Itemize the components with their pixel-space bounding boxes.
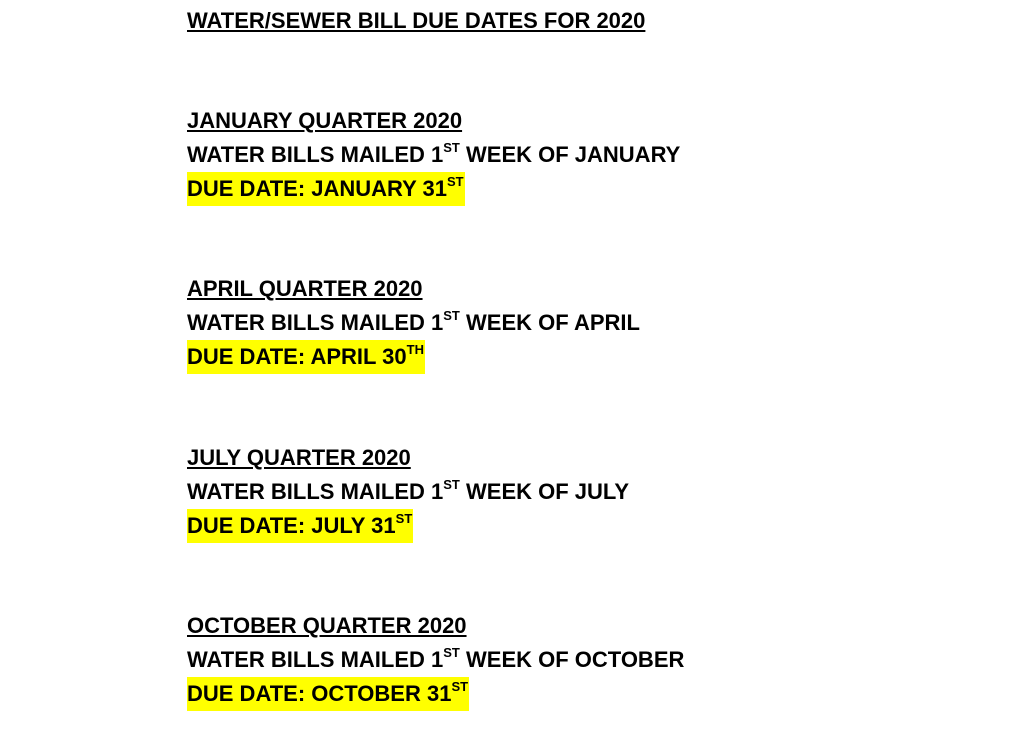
quarter-heading: OCTOBER QUARTER 2020 — [187, 613, 467, 638]
quarter-heading: APRIL QUARTER 2020 — [187, 276, 423, 301]
due-date-highlight: DUE DATE: JULY 31ST — [187, 509, 413, 543]
mailed-line: WATER BILLS MAILED 1ST WEEK OF OCTOBER — [187, 644, 685, 672]
mailed-line: WATER BILLS MAILED 1ST WEEK OF JULY — [187, 476, 629, 504]
due-date-highlight: DUE DATE: OCTOBER 31ST — [187, 677, 469, 711]
due-date-highlight: DUE DATE: APRIL 30TH — [187, 340, 425, 374]
mailed-line: WATER BILLS MAILED 1ST WEEK OF APRIL — [187, 307, 640, 335]
quarter-heading: JULY QUARTER 2020 — [187, 445, 411, 470]
due-date-highlight: DUE DATE: JANUARY 31ST — [187, 172, 465, 206]
mailed-line: WATER BILLS MAILED 1ST WEEK OF JANUARY — [187, 139, 681, 167]
quarter-october — [187, 609, 684, 711]
quarter-heading: JANUARY QUARTER 2020 — [187, 108, 463, 133]
quarter-july — [187, 441, 629, 543]
document-title: WATER/SEWER BILL DUE DATES FOR 2020 — [187, 8, 646, 33]
quarter-january — [187, 104, 680, 206]
quarter-april — [187, 272, 640, 374]
